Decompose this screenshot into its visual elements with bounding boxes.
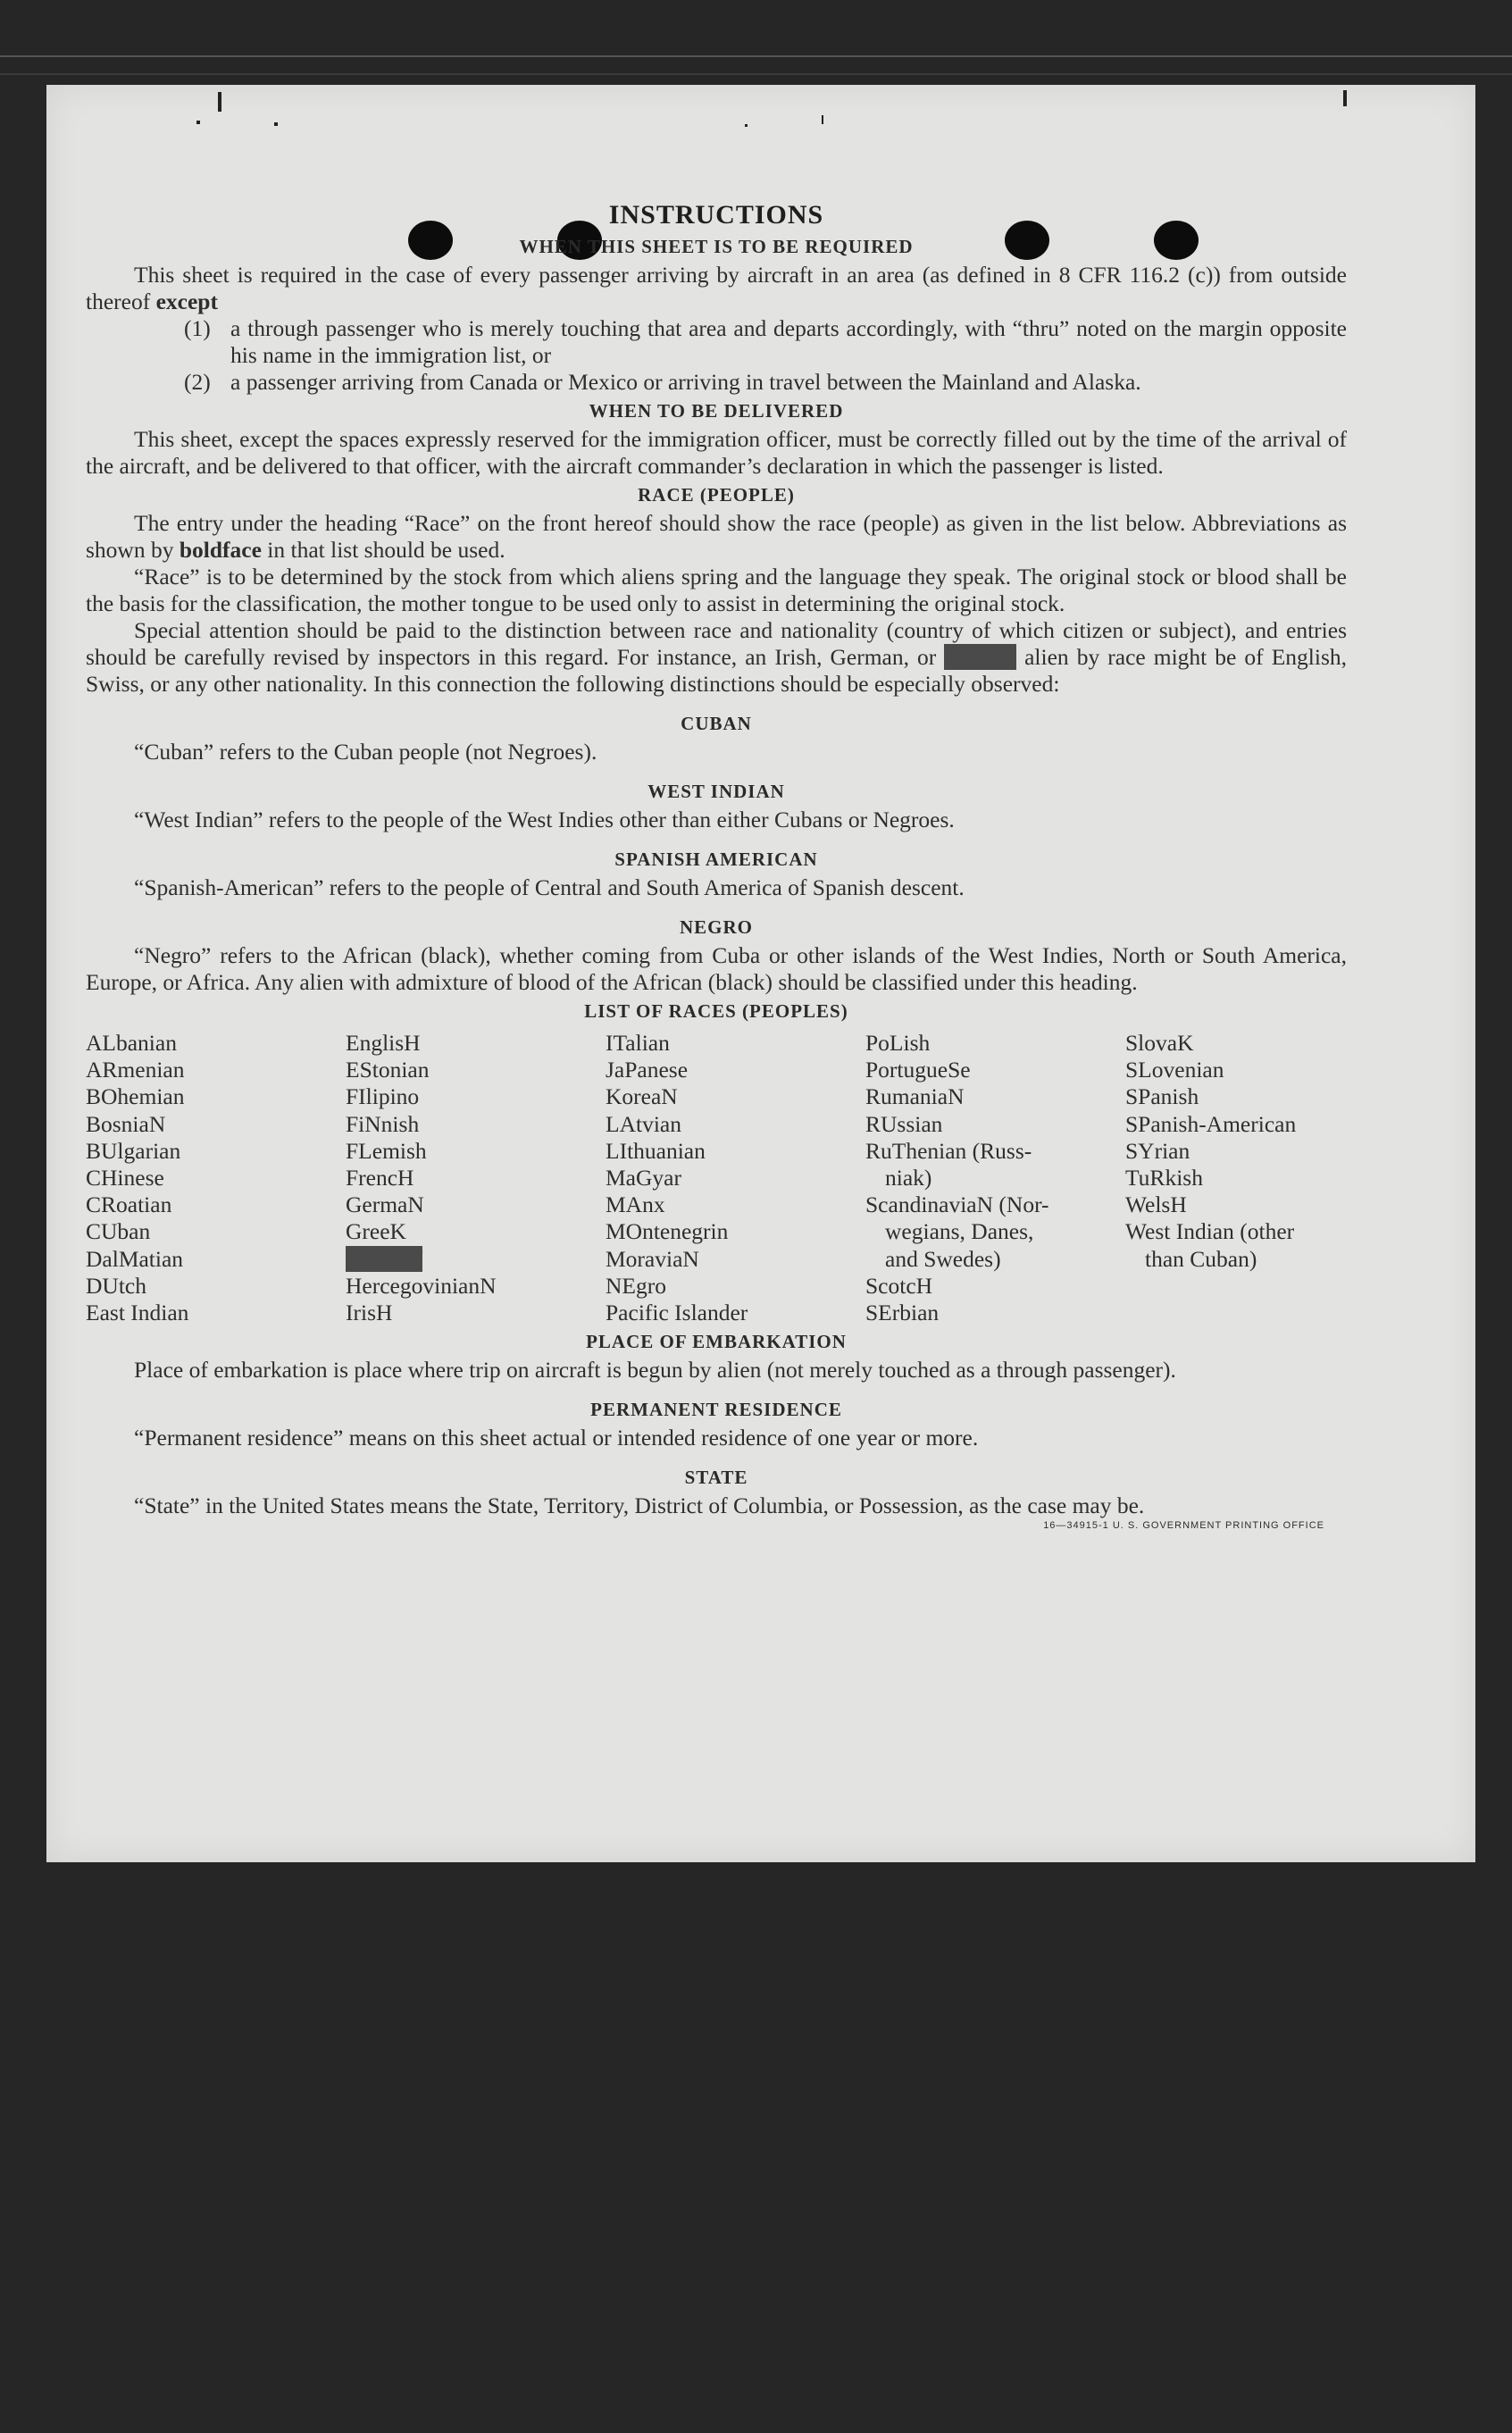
- race-entry: CRoatian: [86, 1191, 172, 1218]
- race-entry: SPanish: [1125, 1083, 1199, 1110]
- race-entry-continued: wegians, Danes,: [885, 1218, 1034, 1245]
- race-entry: MOntenegrin: [606, 1218, 729, 1245]
- item-text: a through passenger who is merely touching that area and departs accordingly, with “thru” noted on the margin opposite his name in the immigration list, or: [230, 315, 1347, 368]
- race-entry: PortugueSe: [865, 1057, 971, 1083]
- race-p3-pre: Special attention should be paid to the distinction between race and nationality (country of which citizen or subject), and entries should be carefully revised by inspectors in this regard. For instance, an Irish, German, or: [86, 617, 1347, 670]
- race-entry: WelsH: [1125, 1191, 1187, 1218]
- heading-spanish-american: SPANISH AMERICAN: [614, 849, 818, 870]
- redacted-race-entry: HebreW: [346, 1245, 423, 1272]
- race-entry: Pacific Islander: [606, 1300, 748, 1326]
- race-entry: SLovenian: [1125, 1057, 1224, 1083]
- races-column-2: [346, 1030, 606, 1326]
- heading-delivered: WHEN TO BE DELIVERED: [589, 400, 844, 422]
- heading-state: STATE: [684, 1467, 748, 1489]
- race-entry-continued: than Cuban): [1145, 1245, 1257, 1272]
- race-entry: ITalian: [606, 1030, 670, 1056]
- race-entry: HercegovinianN: [346, 1272, 497, 1299]
- race-entry: [346, 1246, 606, 1273]
- heading-races-list: LIST OF RACES (PEOPLES): [584, 1000, 848, 1022]
- required-intro: This sheet is required in the case of every passenger arriving by aircraft in an area (as defined in 8 CFR 116.2 (c)) from outside thereof: [86, 262, 1347, 314]
- race-entry: EStonian: [346, 1057, 430, 1083]
- race-entry: ALbanian: [86, 1030, 177, 1056]
- race-entry-continued: niak): [885, 1165, 932, 1191]
- race-entry: BOhemian: [86, 1083, 185, 1110]
- west-indian-paragraph: “West Indian” refers to the people of the West Indies other than either Cubans or Negroes.: [134, 807, 955, 832]
- race-entry: DalMatian: [86, 1245, 184, 1272]
- ink-speck: [1343, 90, 1347, 106]
- residence-paragraph: “Permanent residence” means on this sheet actual or intended residence of one year or more.: [134, 1425, 979, 1451]
- race-entry: GreeK: [346, 1218, 406, 1245]
- race-entry: SPanish-American: [1125, 1110, 1297, 1137]
- race-entry: LAtvian: [606, 1110, 681, 1137]
- race-entry: EnglisH: [346, 1030, 421, 1056]
- race-entry: ScotcH: [865, 1272, 933, 1299]
- race-entry: SYrian: [1125, 1137, 1190, 1164]
- print-code: 16—34915-1 U. S. GOVERNMENT PRINTING OFFICE: [1043, 1520, 1324, 1532]
- ink-speck: [274, 122, 278, 126]
- scan-top-line: [0, 55, 1512, 57]
- delivered-paragraph: This sheet, except the spaces expressly reserved for the immigration officer, must be correctly filled out by the time of the arrival of the aircraft, and be delivered to that officer, with the aircraft commander’s declaration in which the passenger is listed.: [86, 426, 1347, 479]
- race-entry: KoreaN: [606, 1083, 678, 1110]
- heading-residence: PERMANENT RESIDENCE: [590, 1399, 842, 1421]
- race-entry: BosniaN: [86, 1110, 166, 1137]
- races-column-5: [1125, 1030, 1385, 1326]
- race-entry: RuThenian (Russ-: [865, 1137, 1032, 1164]
- ink-speck: [745, 124, 748, 127]
- race-entry: MoraviaN: [606, 1245, 699, 1272]
- race-entry: ScandinaviaN (Nor-: [865, 1191, 1049, 1218]
- race-paragraph-3: [86, 617, 1347, 698]
- races-list: [86, 1030, 1347, 1326]
- race-entry: RUssian: [865, 1110, 943, 1137]
- race-entry: DUtch: [86, 1272, 146, 1299]
- scan-top-line-2: [0, 73, 1512, 75]
- state-paragraph: “State” in the United States means the State, Territory, District of Columbia, or Possession, as the case may be.: [134, 1492, 1145, 1519]
- race-p1-post: in that list should be used.: [267, 537, 505, 563]
- item-number: (1): [184, 315, 211, 341]
- heading-race: RACE (PEOPLE): [638, 484, 795, 506]
- negro-paragraph: “Negro” refers to the African (black), whether coming from Cuba or other islands of the West Indies, North or South America, Europe, or Africa. Any alien with admixture of blood of the African (black) should be classified under this heading.: [86, 942, 1347, 995]
- race-entry: CHinese: [86, 1165, 164, 1191]
- race-entry: LIthuanian: [606, 1137, 706, 1164]
- race-entry: MaGyar: [606, 1165, 681, 1191]
- race-entry: West Indian (other: [1125, 1218, 1295, 1245]
- races-column-3: [606, 1030, 865, 1326]
- race-entry: East Indian: [86, 1300, 189, 1326]
- race-p3-post: alien by race might be of English, Swiss, or any other nationality. In this connection the following distinctions should be especially observed:: [86, 644, 1347, 697]
- page-title: INSTRUCTIONS: [608, 200, 824, 230]
- required-paragraph: [86, 262, 1347, 315]
- race-entry: SErbian: [865, 1300, 940, 1326]
- race-entry: BUlgarian: [86, 1137, 181, 1164]
- race-entry: RumaniaN: [865, 1083, 965, 1110]
- race-entry: IrisH: [346, 1300, 393, 1326]
- race-paragraph-2: “Race” is to be determined by the stock from which aliens spring and the language they speak. The original stock or blood shall be the basis for the classification, the mother tongue to be used only to assist in determining the original stock.: [86, 564, 1347, 616]
- footer-row: [86, 1519, 1347, 1532]
- heading-required: WHEN THIS SHEET IS TO BE REQUIRED: [519, 236, 914, 257]
- instructions-text: [86, 199, 1347, 1532]
- spanish-american-paragraph: “Spanish-American” refers to the people of Central and South America of Spanish descent.: [134, 874, 965, 900]
- race-entry: TuRkish: [1125, 1165, 1203, 1191]
- race-entry-continued: and Swedes): [885, 1245, 1001, 1272]
- heading-embarkation: PLACE OF EMBARKATION: [586, 1331, 847, 1353]
- required-item-2: [86, 369, 1347, 396]
- item-text: a passenger arriving from Canada or Mexico or arriving in travel between the Mainland and Alaska.: [230, 369, 1141, 395]
- redacted-word: Hebrew: [944, 644, 1017, 670]
- required-except: except: [155, 288, 218, 314]
- race-entry: FrencH: [346, 1165, 414, 1191]
- race-entry: FLemish: [346, 1137, 427, 1164]
- races-column-4: [865, 1030, 1125, 1326]
- required-item-1: [86, 315, 1347, 369]
- race-entry: MAnx: [606, 1191, 665, 1218]
- heading-west-indian: WEST INDIAN: [647, 781, 785, 802]
- race-p1-pre: The entry under the heading “Race” on the front hereof should show the race (people) as given in the list below. Abbreviations as shown by: [86, 510, 1347, 563]
- heading-cuban: CUBAN: [681, 713, 752, 734]
- race-entry: FiNnish: [346, 1110, 420, 1137]
- heading-negro: NEGRO: [679, 916, 753, 938]
- race-entry: GermaN: [346, 1191, 424, 1218]
- race-paragraph-1: [86, 510, 1347, 564]
- race-entry: PoLish: [865, 1030, 931, 1056]
- cuban-paragraph: “Cuban” refers to the Cuban people (not Negroes).: [134, 739, 597, 765]
- race-entry: SlovaK: [1125, 1030, 1194, 1056]
- ink-speck: [218, 92, 221, 112]
- embarkation-paragraph: Place of embarkation is place where trip on aircraft is begun by alien (not merely touched as a through passenger).: [134, 1357, 1176, 1384]
- race-p1-bold: boldface: [179, 537, 262, 563]
- races-column-1: [86, 1030, 346, 1326]
- race-entry: NEgro: [606, 1272, 666, 1299]
- race-entry: CUban: [86, 1218, 151, 1245]
- ink-speck: [822, 115, 823, 124]
- race-entry: FIlipino: [346, 1083, 420, 1110]
- item-number: (2): [184, 369, 211, 395]
- race-entry: ARmenian: [86, 1057, 185, 1083]
- ink-speck: [196, 121, 200, 124]
- race-entry: JaPanese: [606, 1057, 689, 1083]
